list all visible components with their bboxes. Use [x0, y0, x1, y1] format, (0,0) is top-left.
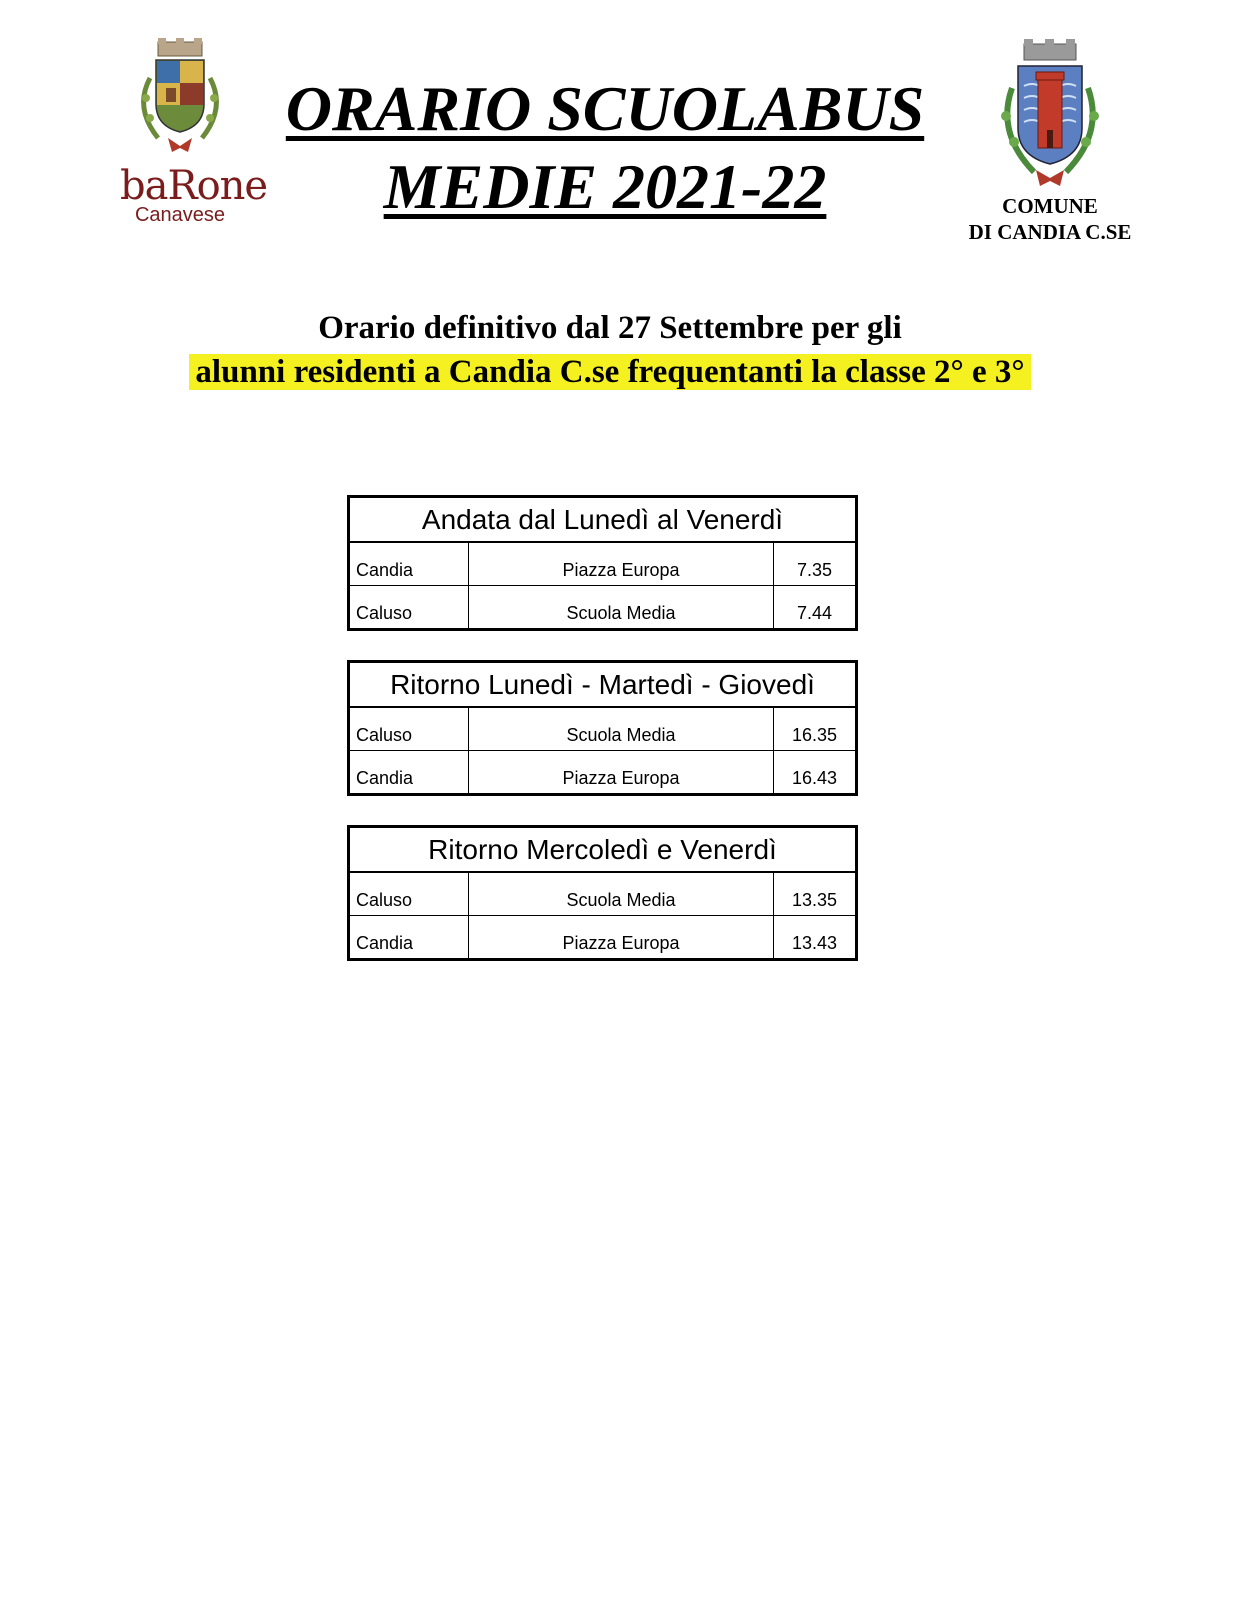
brand-sub-text: Canavese	[134, 204, 226, 226]
place-cell: Caluso	[349, 872, 469, 916]
stop-cell: Scuola Media	[469, 872, 774, 916]
table-heading-row	[349, 827, 857, 873]
table-heading: Ritorno Lunedì - Martedì - Giovedì	[349, 662, 857, 708]
table-row	[349, 586, 857, 630]
caption-line-2: DI CANDIA C.SE	[968, 220, 1132, 244]
table-heading: Andata dal Lunedì al Venerdì	[349, 497, 857, 543]
time-cell: 13.43	[774, 916, 857, 960]
stop-cell: Piazza Europa	[469, 542, 774, 586]
stop-cell: Piazza Europa	[469, 751, 774, 795]
time-cell: 7.44	[774, 586, 857, 630]
stop-cell: Piazza Europa	[469, 916, 774, 960]
title-line-2: MEDIE 2021-22	[383, 151, 827, 222]
table-row	[349, 707, 857, 751]
candia-coat-of-arms-icon	[994, 38, 1106, 188]
candia-logo	[950, 38, 1150, 248]
candia-caption	[950, 193, 1150, 245]
brand-main-text: baRone	[120, 163, 268, 209]
schedule-table-ritorno-lun-mar-gio	[347, 660, 858, 796]
subtitle-line-1: Orario definitivo dal 27 Settembre per gli	[318, 310, 902, 346]
stop-cell: Scuola Media	[469, 707, 774, 751]
table-row	[349, 751, 857, 795]
time-cell: 16.35	[774, 707, 857, 751]
table-row	[349, 872, 857, 916]
table-row	[349, 916, 857, 960]
place-cell: Caluso	[349, 707, 469, 751]
time-cell: 7.35	[774, 542, 857, 586]
place-cell: Candia	[349, 916, 469, 960]
time-cell: 13.35	[774, 872, 857, 916]
title-line-1: ORARIO SCUOLABUS	[285, 73, 925, 144]
subtitle	[60, 306, 1160, 394]
schedule-table-andata	[347, 495, 858, 631]
subtitle-line-2-highlighted: alunni residenti a Candia C.se frequentanti la classe 2° e 3°	[189, 354, 1030, 390]
table-heading-row	[349, 497, 857, 543]
place-cell: Caluso	[349, 586, 469, 630]
caption-line-1: COMUNE	[1002, 194, 1098, 218]
table-heading-row	[349, 662, 857, 708]
table-row	[349, 542, 857, 586]
time-cell: 16.43	[774, 751, 857, 795]
place-cell: Candia	[349, 542, 469, 586]
place-cell: Candia	[349, 751, 469, 795]
stop-cell: Scuola Media	[469, 586, 774, 630]
schedule-table-ritorno-mer-ven	[347, 825, 858, 961]
page-title	[200, 70, 1010, 226]
table-heading: Ritorno Mercoledì e Venerdì	[349, 827, 857, 873]
